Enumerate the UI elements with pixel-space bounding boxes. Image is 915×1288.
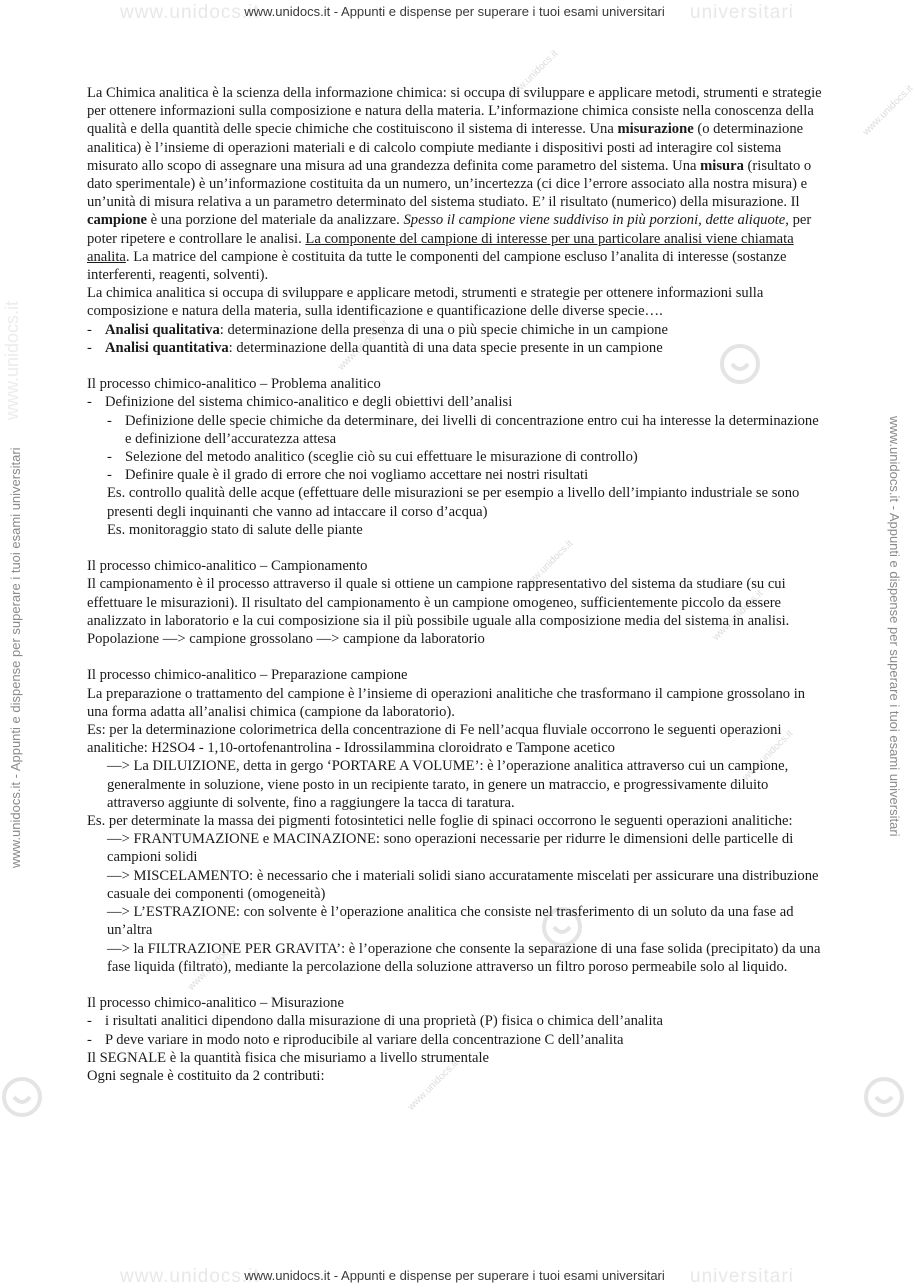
italic-note: Spesso il campione viene suddiviso in più porzioni, dette aliquote	[403, 212, 786, 229]
section-heading-misurazione: Il processo chimico-analitico – Misurazione	[87, 995, 344, 1012]
paragraph: Ogni segnale è costituito da 2 contributi:	[87, 1067, 325, 1084]
term-misurazione: misurazione	[617, 121, 694, 138]
operation-item: —> FRANTUMAZIONE e MACINAZIONE: sono operazioni necessarie per ridurre le dimensioni delle particelle di campioni solidi	[107, 831, 794, 866]
text-run: (o determinazione analitica) è l’insieme di operazioni materiali e di calcolo compiute mediante i dispositivi posti ad interagire col sistema misurato allo scopo di assegnare una misura ad una grandezza definita come parametro del sistema. Una	[87, 121, 804, 174]
bullet-dash: -	[107, 467, 112, 484]
paragraph: Popolazione —> campione grossolano —> campione da laboratorio	[87, 631, 485, 648]
bullet-dash: -	[87, 1031, 92, 1048]
term-analisi-quantitativa: Analisi quantitativa	[105, 339, 229, 356]
sub-list-item	[107, 412, 827, 448]
term-analisi-qualitativa: Analisi qualitativa	[105, 321, 220, 338]
sub-list-item	[107, 448, 827, 466]
watermark-ghost-top-right: universitari	[690, 2, 794, 23]
watermark-side-left: www.unidocs.it - Appunti e dispense per superare i tuoi esami universitari	[8, 447, 23, 868]
watermark-ghost-bottom-right: universitari	[690, 1266, 794, 1287]
list-item-text: Definizione del sistema chimico-analitico e degli obiettivi dell’analisi	[105, 394, 513, 411]
list-item	[87, 393, 827, 411]
section-heading-campionamento: Il processo chimico-analitico – Campionamento	[87, 558, 368, 575]
list-item-text: i risultati analitici dipendono dalla misurazione di una proprietà (P) fisica o chimica dell’analita	[105, 1013, 664, 1030]
list-item	[87, 1012, 827, 1030]
term-campione: campione	[87, 212, 147, 229]
operation-item: —> L’ESTRAZIONE: con solvente è l’operazione analitica che consiste nel trasferimento di un soluto da una fase ad un’altra	[107, 904, 794, 939]
watermark-diagonal: www.unidocs.it	[710, 588, 766, 643]
section-heading-problema: Il processo chimico-analitico – Problema analitico	[87, 376, 381, 393]
list-item	[87, 339, 827, 357]
list-item	[87, 1031, 827, 1049]
watermark-diagonal: www.unidocs.it	[740, 728, 796, 783]
list-item-text: Selezione del metodo analitico (sceglie ciò su cui effettuare le misurazione di controllo)	[125, 449, 638, 466]
intro-paragraph	[87, 84, 827, 284]
paragraph: Es. per determinate la massa dei pigmenti fotosintetici nelle foglie di spinaci occorrono le seguenti operazioni analitiche:	[87, 813, 793, 830]
intro-paragraph-2: La chimica analitica si occupa di sviluppare e applicare metodi, strumenti e strategie per ottenere informazioni sulla composizione e natura della materia, sulla identificazione e quantificazione delle diverse specie….	[87, 285, 764, 320]
watermark-diagonal: www.unidocs.it	[520, 538, 576, 593]
list-item-text: Definire quale è il grado di errore che noi vogliamo accettare nei nostri risultati	[125, 467, 589, 484]
watermark-banner-bottom: www.unidocs.it - Appunti e dispense per superare i tuoi esami universitari	[244, 1268, 665, 1283]
paragraph: La preparazione o trattamento del campione è l’insieme di operazioni analitiche che trasformano il campione grossolano in una forma adatta all’analisi chimica (campione da laboratorio).	[87, 685, 806, 720]
bullet-dash: -	[87, 1013, 92, 1030]
text-run: è una porzione del materiale da analizzare.	[147, 212, 404, 229]
operation-item: —> MISCELAMENTO: è necessario che i materiali solidi siano accuratamente miscelati per assicurare una distribuzione casuale dei componenti (omogeneità)	[107, 867, 819, 902]
paragraph: —> La DILUIZIONE, detta in gergo ‘PORTARE A VOLUME’: è l’operazione analitica attraverso cui un campione, generalmente in soluzione, viene posto in un recipiente tarato, in genere un matraccio, e progressivamente diluito attraverso aggiunte di solvente, fino a raggiungere la tacca di taratura.	[107, 758, 789, 811]
bullet-dash: -	[87, 321, 92, 338]
unidocs-logo-icon	[0, 1075, 44, 1119]
text-run: (risultato o dato sperimentale) è un’informazione costituita da un numero, un’incertezza (ci dice l’errore associato alla nostra misura) e un’unità di misura relativa a un parametro determinato del sistema studiato. E’ il risultato (numerico) della misurazione. Il	[87, 157, 812, 211]
list-item-text: Definizione delle specie chimiche da determinare, dei livelli di concentrazione entro cui ha interesse la determinazione e definizione dell’accuratezza attesa	[125, 412, 819, 447]
watermark-ghost-left: www.unidocs.it	[2, 300, 22, 420]
text-run: La Chimica analitica è la scienza della informazione chimica: si occupa di sviluppare e applicare metodi, strumenti e strategie per ottenere informazioni sulla composizione e natura della materia. L’informazione chimica consiste nella conoscenza della qualità e della quantità delle specie chimiche che costituiscono il sistema di interesse. Una	[87, 85, 822, 138]
sub-list-item	[107, 466, 827, 484]
paragraph: Il campionamento è il processo attraverso il quale si ottiene un campione rappresentativo del sistema da studiare (su cui effettuare le misurazioni). Il risultato del campionamento è un campione omogeneo, sufficientemente piccolo da essere analizzato in laboratorio e la cui composizione sia il più possibile uguale alla composizione media del sistema in analisi.	[87, 576, 790, 629]
text-run: . La matrice del campione è costituita da tutte le componenti del campione escluso l’analita di interesse (sostanze interferenti, reagenti, solventi).	[87, 248, 787, 284]
text-run: , per poter ripetere e controllare le analisi.	[87, 212, 812, 247]
term-misura: misura	[700, 157, 744, 174]
watermark-banner-top: www.unidocs.it - Appunti e dispense per superare i tuoi esami universitari	[244, 4, 665, 19]
watermark-side-right: www.unidocs.it - Appunti e dispense per superare i tuoi esami universitari	[887, 416, 902, 837]
operation-item: —> la FILTRAZIONE PER GRAVITA’: è l’operazione che consente la separazione di una fase solida (precipitato) da una fase liquida (filtrato), mediante la percolazione della soluzione attraverso un filtro poroso permeabile solo al liquido.	[107, 940, 821, 975]
paragraph: Es: per la determinazione colorimetrica della concentrazione di Fe nell’acqua fluviale occorrono le seguenti operazioni analitiche: H2SO4 - 1,10-ortofenantrolina - Idrossilammina cloroidrato e Tampone acetico	[87, 722, 782, 757]
watermark-ghost-bottom-left: www.unidocs.it	[120, 1266, 260, 1287]
list-item-text: P deve variare in modo noto e riproducibile al variare della concentrazione C dell’analita	[105, 1031, 624, 1048]
underlined-definition: La componente del campione di interesse per una particolare analisi viene chiamata analita	[87, 230, 794, 265]
list-item	[87, 321, 827, 339]
watermark-diagonal: www.unidocs.it	[335, 318, 391, 373]
watermark-diagonal: www.unidocs.it	[185, 938, 241, 993]
watermark-diagonal: www.unidocs.it	[860, 83, 915, 138]
list-item-text: : determinazione della presenza di una o più specie chimiche in un campione	[219, 321, 668, 338]
watermark-ghost-top-left: www.unidocs.it	[120, 2, 260, 23]
bullet-dash: -	[87, 394, 92, 411]
bullet-dash: -	[107, 412, 112, 429]
paragraph: Il SEGNALE è la quantità fisica che misuriamo a livello strumentale	[87, 1049, 490, 1066]
watermark-diagonal: www.unidocs.it	[505, 48, 561, 103]
list-item-text: : determinazione della quantità di una data specie presente in un campione	[228, 339, 663, 356]
document-body	[87, 84, 827, 1085]
watermark-diagonal: www.unidocs.it	[405, 1058, 461, 1113]
section-heading-preparazione: Il processo chimico-analitico – Preparazione campione	[87, 667, 408, 684]
unidocs-logo-icon	[862, 1075, 906, 1119]
bullet-dash: -	[107, 449, 112, 466]
example-text: Es. monitoraggio stato di salute delle piante	[107, 521, 363, 538]
bullet-dash: -	[87, 339, 92, 356]
example-text: Es. controllo qualità delle acque (effettuare delle misurazioni se per esempio a livello dell’impianto industriale se sono presenti degli inquinanti che vanno ad intaccare il corso d’acqua)	[107, 485, 800, 520]
